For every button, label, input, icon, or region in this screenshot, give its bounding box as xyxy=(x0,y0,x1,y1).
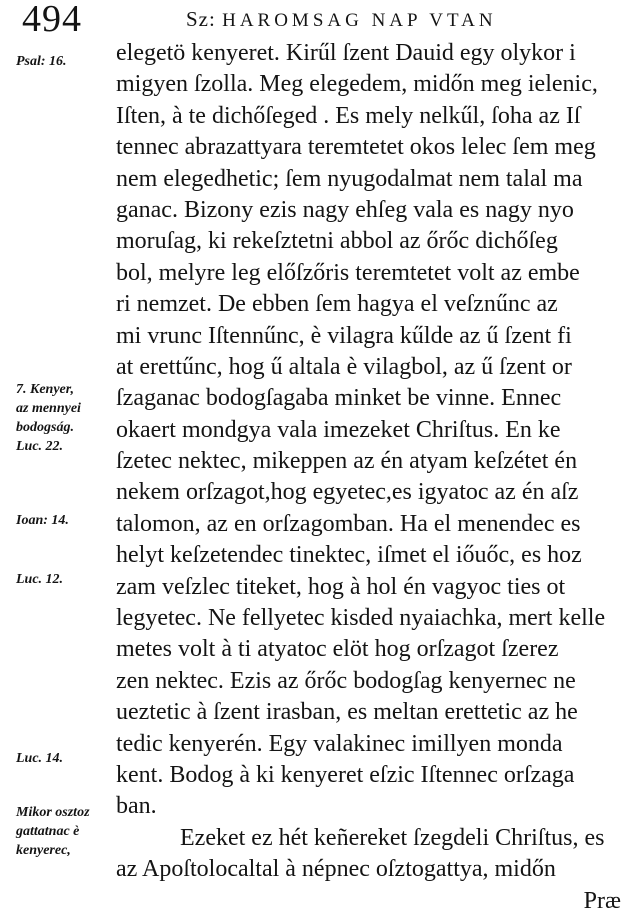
margin-note-line: Luc. 14. xyxy=(16,751,64,766)
margin-note-line: Luc. 12. xyxy=(16,572,64,587)
text-line: kent. Bodog à ki kenyeret eſzic Iſtennec orſzaga xyxy=(116,761,575,788)
margin-note xyxy=(16,570,116,589)
margin-note-line: Psal: 16. xyxy=(16,54,67,69)
text-line: nekem orſzagot,hog egyetec,es igyatoc az én aſz xyxy=(116,479,579,506)
margin-note-line: 7. Kenyer, xyxy=(16,382,74,397)
text-line: nem elegedhetic; ſem nyugodalmat nem talal ma xyxy=(116,165,583,192)
text-line: tennec abrazattyara teremtetet okos lelec ſem meg xyxy=(116,134,596,161)
text-line: talomon, az en orſzagomban. Ha el menendec es xyxy=(116,510,581,537)
catchword: Præ xyxy=(583,887,621,914)
text-line: az Apoſtolocaltal à népnec oſztogattya, midőn xyxy=(116,856,556,883)
text-line: ſzetec nektec, mikeppen az én atyam keſzétet én xyxy=(116,448,578,475)
margin-note-line: bodogság. xyxy=(16,420,74,435)
text-line: Iſten, à te dichőſeged . Es mely nelkűl, ſoha az Iſ xyxy=(116,102,581,129)
text-line: ban. xyxy=(116,793,157,820)
page-number: 494 xyxy=(22,0,82,40)
text-line: zam veſzlec titeket, hog à hol én vagyoc ties ot xyxy=(116,573,566,600)
margin-note-line: kenyerec, xyxy=(16,843,71,858)
text-line: migyen ſzolla. Meg elegedem, midőn meg ielenic, xyxy=(116,71,598,98)
margin-note xyxy=(16,511,116,530)
body-text xyxy=(116,38,629,917)
text-line: ri nemzet. De ebben ſem hagya el veſznűnc az xyxy=(116,291,558,318)
running-head-prefix: Sz: xyxy=(186,7,216,31)
text-line: elegetö kenyeret. Kirűl ſzent Dauid egy olykor i xyxy=(116,40,576,66)
text-line: at erettűnc, hog ű altala è vilagbol, az ű ſzent or xyxy=(116,353,572,380)
text-line: Ezeket ez hét keñereket ſzegdeli Chriſtus, es xyxy=(180,824,605,851)
running-head xyxy=(186,6,626,34)
margin-note-line: Ioan: 14. xyxy=(16,513,69,528)
text-line: bol, melyre leg előſzőris teremtetet volt az embe xyxy=(116,259,580,286)
margin-note-line: gattatnac è xyxy=(16,824,80,839)
text-line: okaert mondgya vala imezeket Chriſtus. En ke xyxy=(116,416,561,443)
margin-note-line: Luc. 22. xyxy=(16,439,64,454)
running-head-title: HAROMSAG NAP VTAN xyxy=(222,10,497,31)
text-line: legyetec. Ne fellyetec kisded nyaiachka, mert kelle xyxy=(116,605,606,632)
text-line: ganac. Bizony ezis nagy ehſeg vala es nagy nyo xyxy=(116,196,574,223)
text-line: metes volt à ti atyatoc elöt hog orſzagot ſzerez xyxy=(116,636,559,663)
margin-note xyxy=(16,52,116,71)
text-line: helyt keſzetendec tinektec, iſmet el iőuőc, es hoz xyxy=(116,542,582,569)
margin-note xyxy=(16,380,116,456)
text-line: ueztetic à ſzent irasban, es meltan erettetic az he xyxy=(116,699,578,726)
margin-note xyxy=(16,803,116,860)
text-line: tedic kenyerén. Egy valakinec imillyen monda xyxy=(116,730,563,757)
text-line: moruſag, ki rekeſztetni abbol az őrőc dichőſeg xyxy=(116,228,558,255)
margin-note-line: Mikor osztoz xyxy=(16,805,90,820)
margin-note-line: az mennyei xyxy=(16,401,81,416)
text-line: mi vrunc Iſtennűnc, è vilagra kűlde az ű ſzent fi xyxy=(116,322,572,349)
margin-note xyxy=(16,749,116,768)
margin-notes xyxy=(0,0,110,900)
text-line: ſzaganac bodogſagaba minket be vinne. Ennec xyxy=(116,385,562,412)
text-line: zen nektec. Ezis az őrőc bodogſag kenyernec ne xyxy=(116,667,576,694)
